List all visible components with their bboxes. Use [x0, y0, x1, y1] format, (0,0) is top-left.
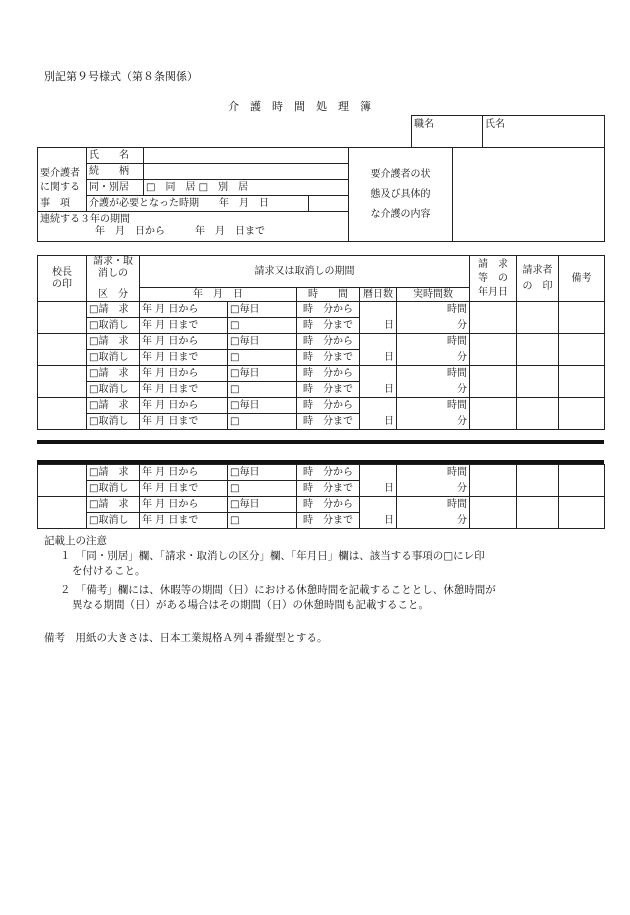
minutes-unit: 分 — [397, 481, 470, 497]
hours-cell[interactable]: 時間 — [397, 334, 470, 350]
record-row-request — [38, 465, 605, 481]
days-unit: 日 — [360, 513, 397, 529]
days-cell[interactable] — [360, 398, 397, 414]
note-2b: 異なる期間（日）がある場合はその期間（日）の休憩時間も記載すること。 — [72, 599, 429, 611]
minutes-unit: 分 — [397, 414, 470, 430]
from-date[interactable]: 年 月 日から — [140, 465, 228, 481]
request-date-cell[interactable] — [470, 334, 517, 366]
caregiver-name-field[interactable] — [144, 148, 349, 164]
request-checkbox[interactable]: □請 求 — [87, 334, 140, 350]
requester-seal-cell[interactable] — [517, 334, 559, 366]
col-type: 請求・取 消しの — [87, 256, 140, 288]
to-time[interactable]: 時 分まで — [297, 414, 360, 430]
every-day-checkbox[interactable]: □毎日 — [228, 398, 297, 414]
records-table-continued — [37, 464, 605, 529]
days-unit: 日 — [360, 350, 397, 366]
section-label-3: 事 項 — [38, 196, 87, 212]
relation-label: 続 柄 — [87, 164, 144, 180]
period-label: 連続する３年の期間 — [40, 214, 130, 225]
request-checkbox[interactable]: □請 求 — [87, 465, 140, 481]
three-year-period[interactable] — [38, 212, 349, 242]
record-row-request — [38, 398, 605, 414]
cancel-checkbox[interactable]: □取消し — [87, 318, 140, 334]
every-day-checkbox[interactable]: □毎日 — [228, 366, 297, 382]
employee-box — [411, 115, 605, 148]
days-unit: 日 — [360, 481, 397, 497]
requester-seal-cell[interactable] — [517, 497, 559, 529]
care-start-spacer — [309, 196, 349, 212]
cohab-label: 同・別居 — [87, 180, 144, 196]
days-unit: 日 — [360, 382, 397, 398]
principal-seal-cell[interactable] — [38, 366, 87, 398]
job-title-label: 職名 — [414, 119, 434, 130]
to-date[interactable]: 年 月 日まで — [140, 382, 228, 398]
principal-seal-cell[interactable] — [38, 398, 87, 430]
minutes-unit: 分 — [397, 513, 470, 529]
hours-cell[interactable]: 時間 — [397, 465, 470, 481]
record-row-request — [38, 334, 605, 350]
minutes-unit: 分 — [397, 318, 470, 334]
box-checkbox[interactable]: □ — [228, 318, 297, 334]
cancel-checkbox[interactable]: □取消し — [87, 382, 140, 398]
cohab-checkboxes[interactable]: □ 同 居 □ 別 居 — [144, 180, 349, 196]
hours-cell[interactable]: 時間 — [397, 366, 470, 382]
from-time[interactable]: 時 分から — [297, 302, 360, 318]
remarks-cell[interactable] — [559, 366, 605, 398]
col-days: 暦日数 — [360, 288, 397, 302]
record-row-request — [38, 366, 605, 382]
days-cell[interactable] — [360, 366, 397, 382]
col-principal-seal: 校長 の印 — [38, 256, 87, 302]
request-date-cell[interactable] — [470, 497, 517, 529]
cancel-checkbox[interactable]: □取消し — [87, 513, 140, 529]
to-time[interactable]: 時 分まで — [297, 382, 360, 398]
request-date-cell[interactable] — [470, 465, 517, 497]
principal-seal-cell[interactable] — [38, 334, 87, 366]
record-row-request — [38, 497, 605, 513]
from-date[interactable]: 年 月 日から — [140, 398, 228, 414]
from-time[interactable]: 時 分から — [297, 366, 360, 382]
hours-cell[interactable]: 時間 — [397, 398, 470, 414]
to-time[interactable]: 時 分まで — [297, 513, 360, 529]
page-title: 介 護 時 間 処 理 簿 — [228, 100, 371, 113]
record-row-request — [38, 302, 605, 318]
request-checkbox[interactable]: □請 求 — [87, 302, 140, 318]
days-unit: 日 — [360, 318, 397, 334]
every-day-checkbox[interactable]: □毎日 — [228, 465, 297, 481]
care-state-label: 要介護者の状 態及び具体的 な介護の内容 — [349, 148, 453, 242]
caregiver-section — [37, 147, 605, 242]
name-cell[interactable] — [483, 116, 605, 148]
principal-seal-cell[interactable] — [38, 497, 87, 529]
box-checkbox[interactable]: □ — [228, 414, 297, 430]
requester-seal-cell[interactable] — [517, 302, 559, 334]
col-requester-seal: 請求者 の 印 — [517, 256, 559, 302]
principal-seal-cell[interactable] — [38, 302, 87, 334]
every-day-checkbox[interactable]: □毎日 — [228, 334, 297, 350]
to-date[interactable]: 年 月 日まで — [140, 318, 228, 334]
requester-seal-cell[interactable] — [517, 465, 559, 497]
to-time[interactable]: 時 分まで — [297, 318, 360, 334]
col-type-3: 区 分 — [87, 288, 140, 302]
requester-seal-cell[interactable] — [517, 366, 559, 398]
from-time[interactable]: 時 分から — [297, 398, 360, 414]
from-date[interactable]: 年 月 日から — [140, 497, 228, 513]
note-1a: １ 「同・別居」欄、「請求・取消しの区分」欄、「年月日」欄は、該当する事項の□にレ印 — [60, 550, 485, 562]
days-cell[interactable] — [360, 497, 397, 513]
box-checkbox[interactable]: □ — [228, 350, 297, 366]
to-date[interactable]: 年 月 日まで — [140, 513, 228, 529]
section-label-1: 要介護者 — [38, 148, 87, 180]
col-period: 請求又は取消しの期間 — [140, 256, 470, 288]
minutes-unit: 分 — [397, 382, 470, 398]
request-checkbox[interactable]: □請 求 — [87, 398, 140, 414]
to-time[interactable]: 時 分まで — [297, 350, 360, 366]
care-start-label: 介護が必要となった時期 年 月 日 — [87, 196, 309, 212]
request-date-cell[interactable] — [470, 302, 517, 334]
requester-seal-cell[interactable] — [517, 398, 559, 430]
from-date[interactable]: 年 月 日から — [140, 302, 228, 318]
days-unit: 日 — [360, 414, 397, 430]
note-2a: ２ 「備考」欄には、休暇等の期間（日）における休憩時間を記載することとし、休憩時間が — [60, 584, 496, 596]
request-checkbox[interactable]: □請 求 — [87, 497, 140, 513]
every-day-checkbox[interactable]: □毎日 — [228, 497, 297, 513]
days-cell[interactable] — [360, 302, 397, 318]
to-date[interactable]: 年 月 日まで — [140, 481, 228, 497]
minutes-unit: 分 — [397, 350, 470, 366]
from-time[interactable]: 時 分から — [297, 497, 360, 513]
name-label: 氏名 — [485, 119, 505, 130]
period-value: 年 月 日から 年 月 日まで — [95, 225, 265, 237]
every-day-checkbox[interactable]: □毎日 — [228, 302, 297, 318]
col-remarks: 備考 — [559, 256, 605, 302]
cancel-checkbox[interactable]: □取消し — [87, 481, 140, 497]
section-label-2: に関する — [38, 180, 87, 196]
notes-heading: 記載上の注意 — [44, 535, 107, 547]
cancel-checkbox[interactable]: □取消し — [87, 350, 140, 366]
note-1b: を付けること。 — [72, 565, 146, 577]
col-time: 時 間 — [297, 288, 360, 302]
from-date[interactable]: 年 月 日から — [140, 366, 228, 382]
days-cell[interactable] — [360, 465, 397, 481]
from-time[interactable]: 時 分から — [297, 334, 360, 350]
days-cell[interactable] — [360, 334, 397, 350]
remarks-cell[interactable] — [559, 465, 605, 497]
remarks-cell[interactable] — [559, 497, 605, 529]
box-checkbox[interactable]: □ — [228, 481, 297, 497]
name-label-caregiver: 氏 名 — [87, 148, 144, 164]
to-time[interactable]: 時 分まで — [297, 481, 360, 497]
section-break-top — [37, 440, 604, 444]
remarks-cell[interactable] — [559, 334, 605, 366]
from-date[interactable]: 年 月 日から — [140, 334, 228, 350]
box-checkbox[interactable]: □ — [228, 382, 297, 398]
records-table — [37, 255, 605, 430]
job-title-cell[interactable] — [412, 116, 483, 148]
remarks-cell[interactable] — [559, 302, 605, 334]
request-date-cell[interactable] — [470, 366, 517, 398]
principal-seal-cell[interactable] — [38, 465, 87, 497]
to-date[interactable]: 年 月 日まで — [140, 350, 228, 366]
cancel-checkbox[interactable]: □取消し — [87, 414, 140, 430]
col-request-date: 請 求 等 の 年月日 — [470, 256, 517, 302]
col-date: 年 月 日 — [140, 288, 297, 302]
box-checkbox[interactable]: □ — [228, 513, 297, 529]
hours-cell[interactable]: 時間 — [397, 302, 470, 318]
hours-cell[interactable]: 時間 — [397, 497, 470, 513]
relation-field[interactable] — [144, 164, 349, 180]
remarks-cell[interactable] — [559, 398, 605, 430]
from-time[interactable]: 時 分から — [297, 465, 360, 481]
request-checkbox[interactable]: □請 求 — [87, 366, 140, 382]
care-state-field[interactable] — [453, 148, 605, 242]
col-hours: 実時間数 — [397, 288, 470, 302]
paper-size-remark: 備考 用紙の大きさは、日本工業規格Ａ列４番縦型とする。 — [44, 632, 328, 644]
to-date[interactable]: 年 月 日まで — [140, 414, 228, 430]
form-reference: 別記第９号様式（第８条関係） — [44, 70, 198, 83]
request-date-cell[interactable] — [470, 398, 517, 430]
